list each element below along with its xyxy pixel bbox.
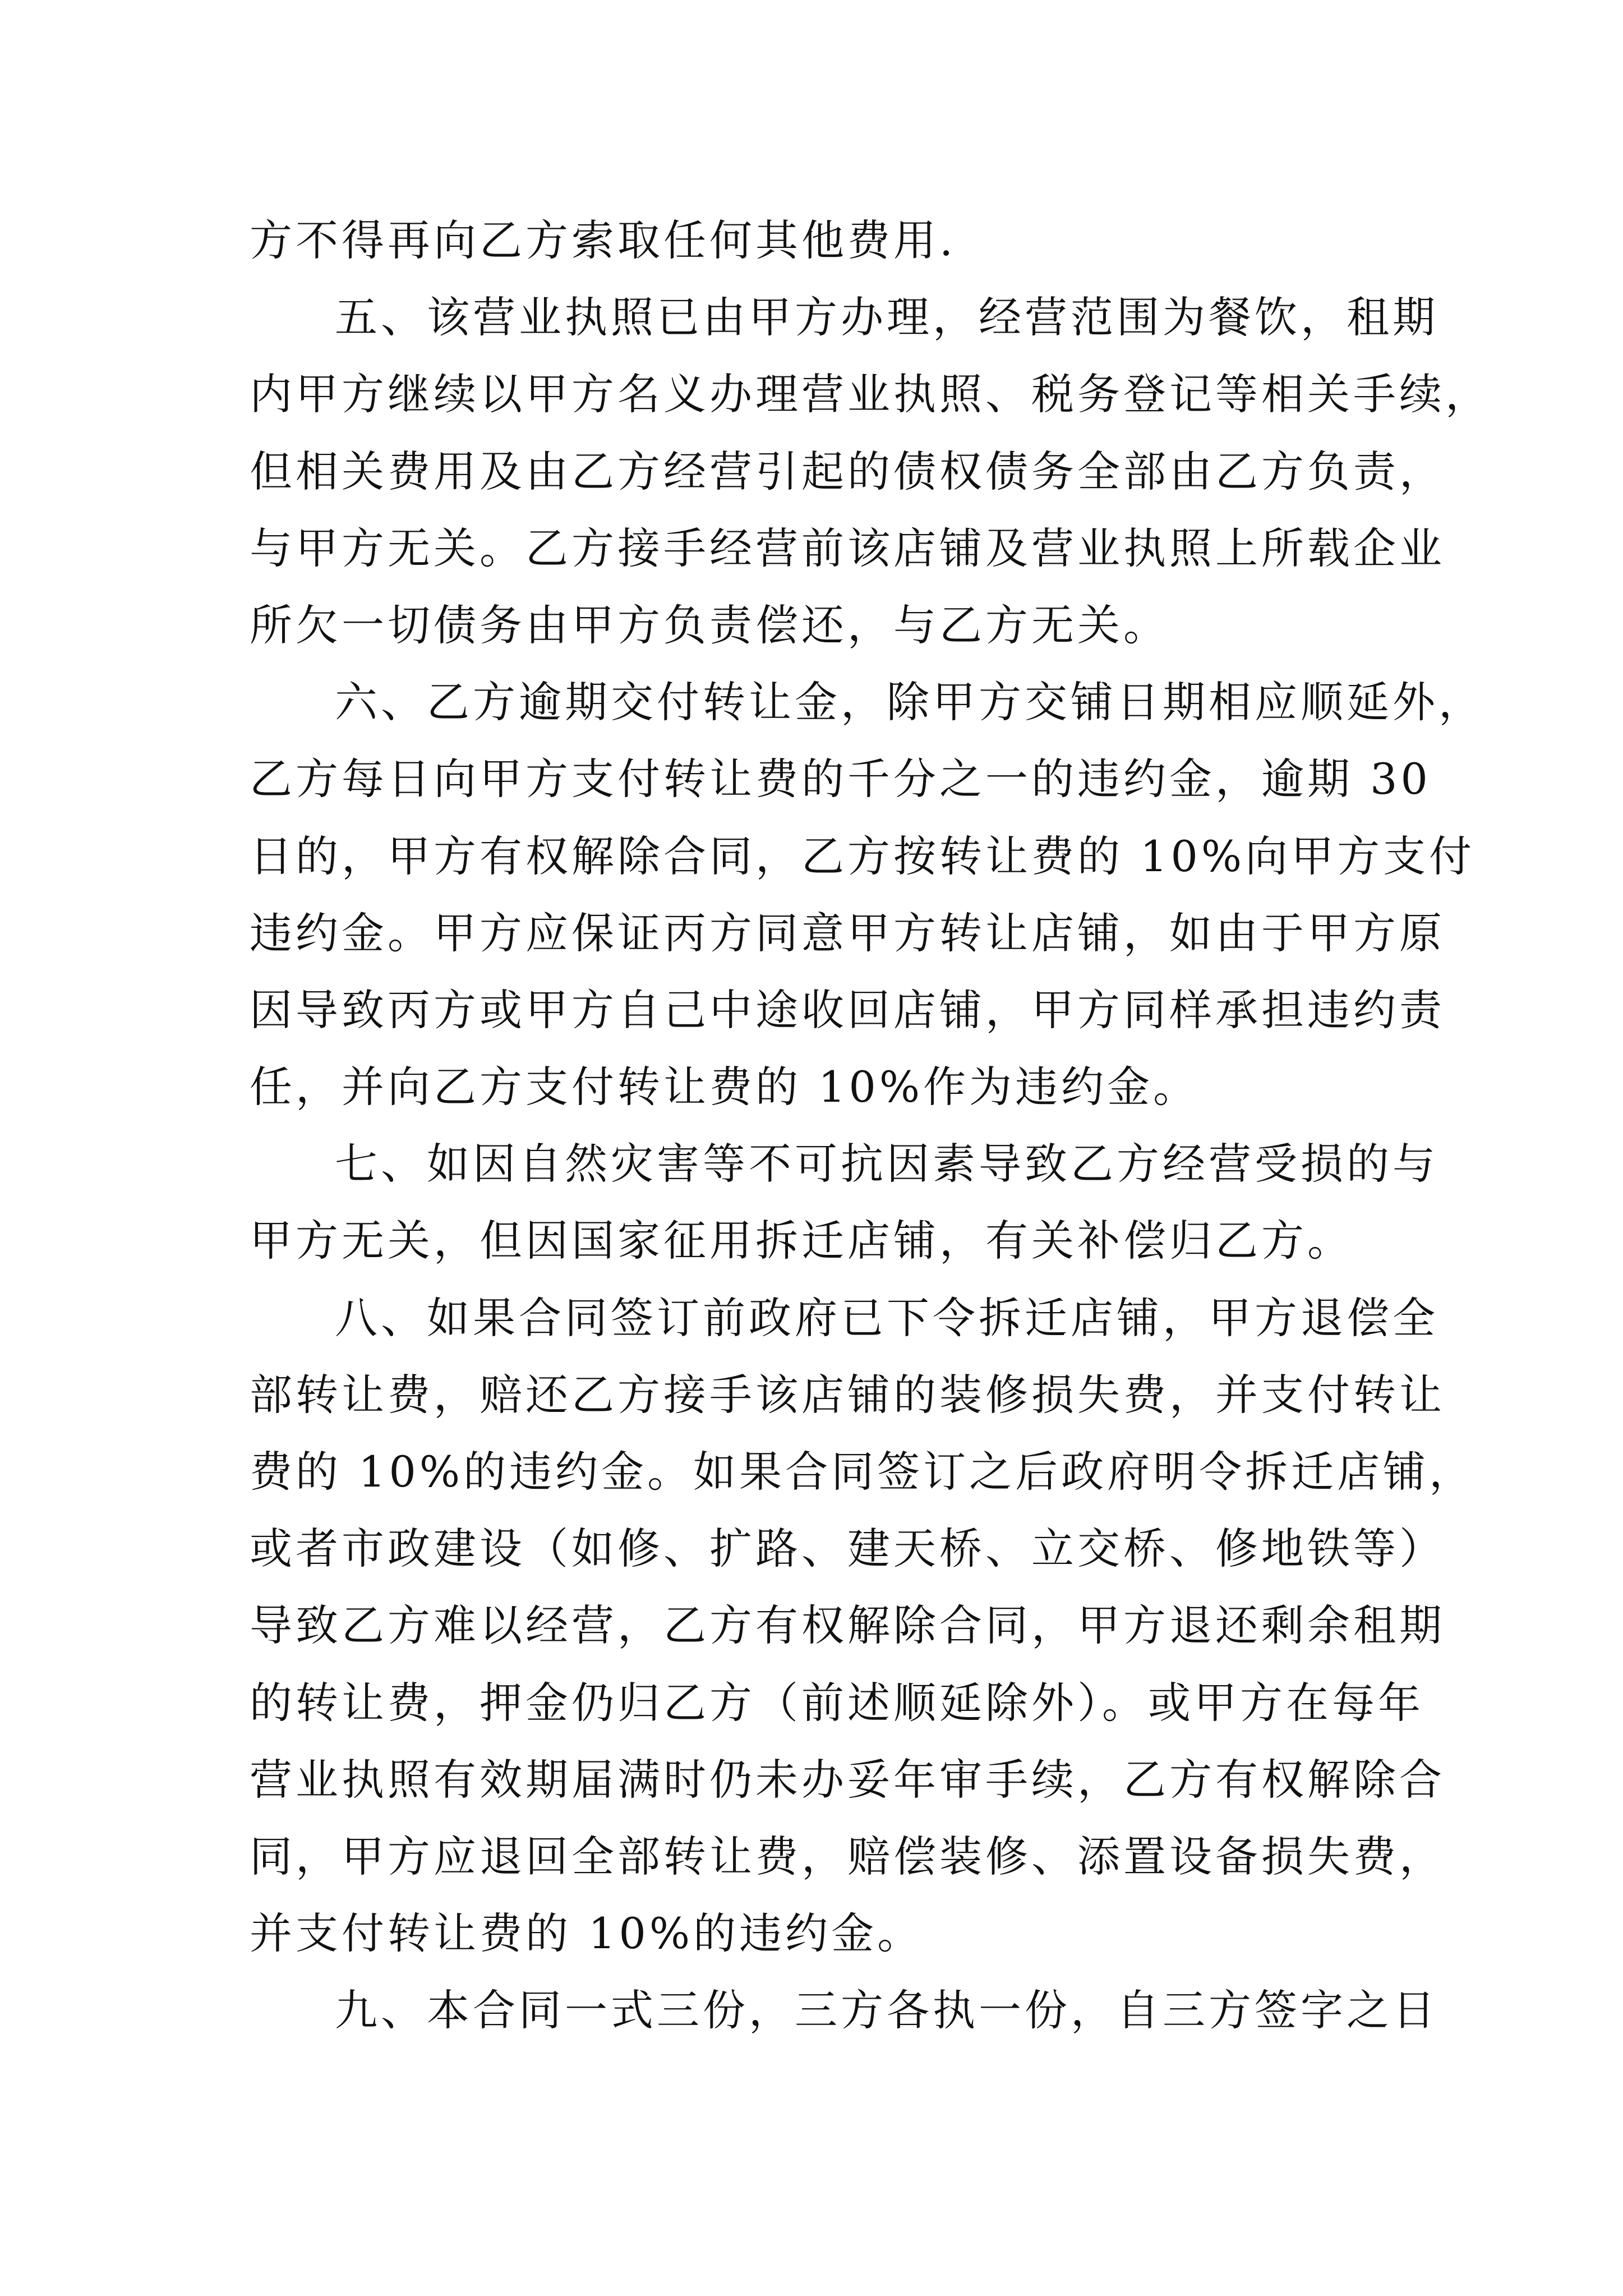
- text-line: 导致乙方难以经营，乙方有权解除合同，甲方退还剩余租期: [250, 1600, 1445, 1651]
- clause-7-heading-line: 七、如因自然灾害等不可抗因素导致乙方经营受损的与: [335, 1139, 1438, 1189]
- text-line: 因导致丙方或甲方自己中途收回店铺，甲方同样承担违约责: [250, 984, 1445, 1035]
- text-line: 甲方无关，但因国家征用拆迁店铺，有关补偿归乙方。: [250, 1216, 1353, 1266]
- clause-9-heading-line: 九、本合同一式三份，三方各执一份，自三方签字之日: [335, 1985, 1438, 2036]
- text-line: 但相关费用及由乙方经营引起的债权债务全部由乙方负责，: [250, 446, 1445, 496]
- text-line: 方不得再向乙方索取任何其他费用.: [250, 215, 957, 265]
- text-line: 违约金。甲方应保证丙方同意甲方转让店铺，如由于甲方原: [250, 908, 1445, 958]
- text-line: 部转让费，赔还乙方接手该店铺的装修损失费，并支付转让: [250, 1369, 1445, 1420]
- clause-5-heading-line: 五、该营业执照已由甲方办理，经营范围为餐饮，租期: [335, 292, 1438, 343]
- text-line: 费的 10%的违约金。如果合同签订之后政府明令拆迁店铺，: [250, 1447, 1476, 1497]
- text-line: 任，并向乙方支付转让费的 10%作为违约金。: [250, 1062, 1200, 1112]
- text-line: 与甲方无关。乙方接手经营前该店铺及营业执照上所载企业: [250, 523, 1445, 573]
- text-line: 内甲方继续以甲方名义办理营业执照、税务登记等相关手续，: [250, 369, 1491, 420]
- contract-text: [250, 202, 1491, 2049]
- text-line: 乙方每日向甲方支付转让费的千分之一的违约金，逾期 30: [250, 754, 1431, 804]
- text-line: 并支付转让费的 10%的违约金。: [250, 1908, 924, 1959]
- text-line: 的转让费，押金仍归乙方（前述顺延除外）。或甲方在每年: [250, 1677, 1424, 1728]
- text-line: 或者市政建设（如修、扩路、建天桥、立交桥、修地铁等）: [250, 1524, 1445, 1574]
- text-line: 营业执照有效期届满时仍未办妥年审手续，乙方有权解除合: [250, 1754, 1445, 1805]
- clause-8-heading-line: 八、如果合同签订前政府已下令拆迁店铺，甲方退偿全: [335, 1292, 1438, 1343]
- text-line: 所欠一切债务由甲方负责偿还，与乙方无关。: [250, 600, 1169, 650]
- clause-6-heading-line: 六、乙方逾期交付转让金，除甲方交铺日期相应顺延外，: [335, 677, 1484, 728]
- text-line: 日的，甲方有权解除合同，乙方按转让费的 10%向甲方支付: [250, 831, 1476, 881]
- text-line: 同，甲方应退回全部转让费，赔偿装修、添置设备损失费，: [250, 1831, 1445, 1881]
